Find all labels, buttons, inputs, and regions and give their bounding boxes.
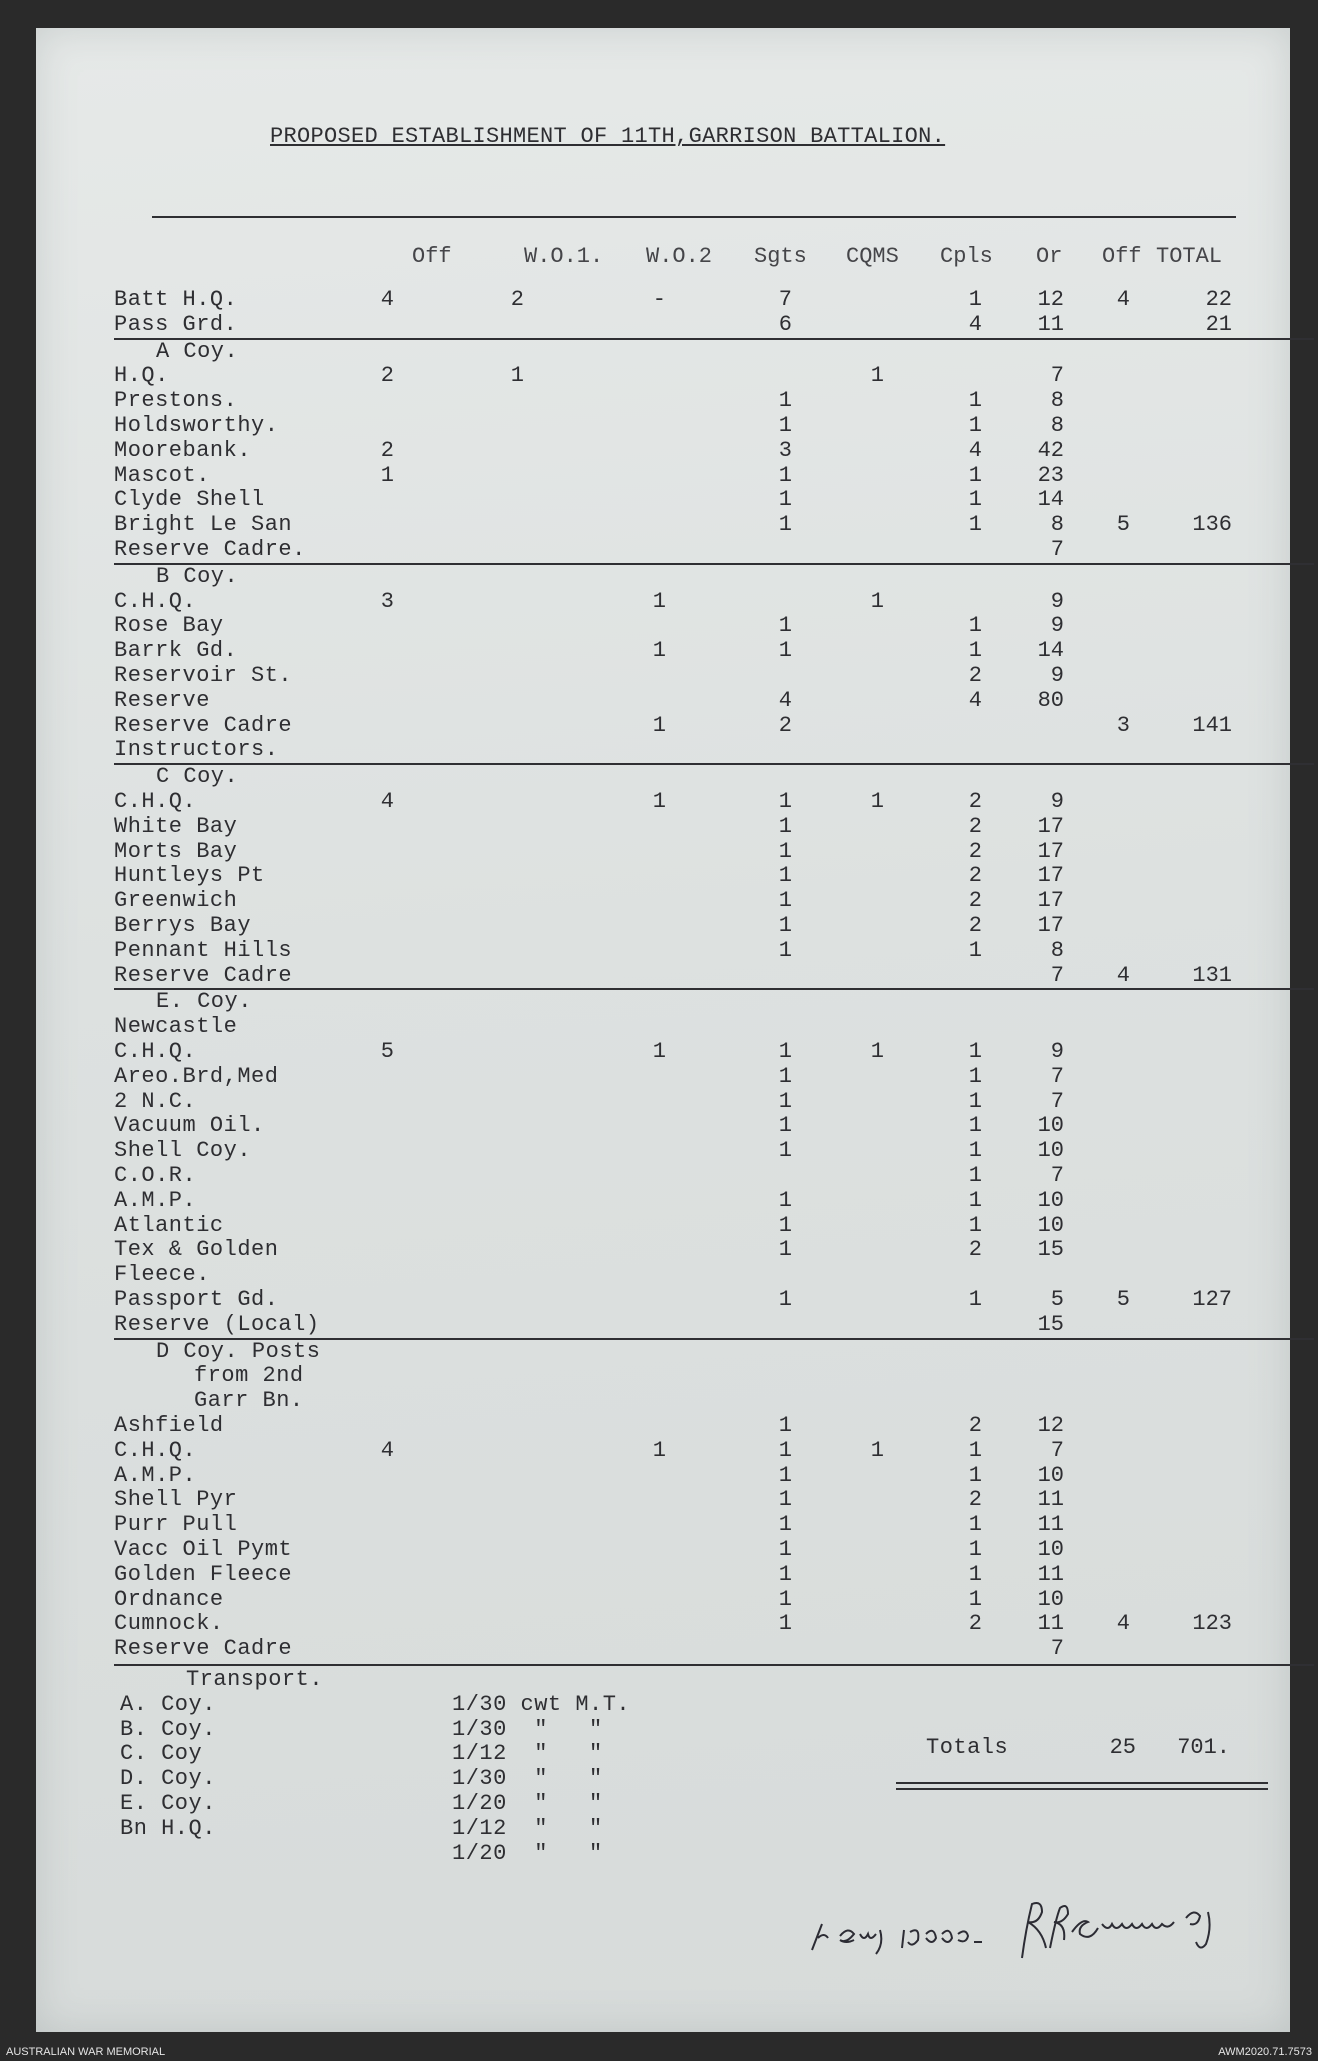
cell-or: 10 xyxy=(1037,1187,1064,1213)
cell-off: 4 xyxy=(380,789,394,814)
cell-sgts: 1 xyxy=(778,888,792,914)
cell-or: 7 xyxy=(1050,1063,1064,1089)
cell-total: 123 xyxy=(1192,1611,1232,1637)
cell-sgts: 1 xyxy=(778,1537,792,1562)
row-label: Clyde Shell xyxy=(114,487,265,513)
row-label: Prestons. xyxy=(114,388,238,414)
transport-heading: Transport. xyxy=(186,1667,324,1692)
row-label: Reserve (Local) xyxy=(114,1311,320,1337)
row-label: Reserve Cadre xyxy=(114,962,293,988)
cell-or: 17 xyxy=(1037,888,1064,914)
cell-sgts: 1 xyxy=(778,1287,792,1312)
cell-or: 80 xyxy=(1037,687,1064,713)
cell-or: 8 xyxy=(1050,413,1064,438)
cell-sgts: 1 xyxy=(778,388,792,414)
cell-sgts: 1 xyxy=(778,1039,792,1064)
cell-cpls: 1 xyxy=(968,1287,982,1312)
cell-off2: 3 xyxy=(1116,712,1130,738)
header-rule xyxy=(152,216,1236,218)
cell-sgts: 1 xyxy=(778,913,792,938)
cell-sgts: 3 xyxy=(778,437,792,463)
cell-cpls: 2 xyxy=(968,1487,982,1513)
cell-off: 3 xyxy=(380,588,394,614)
cell-wo1: 2 xyxy=(510,287,524,312)
cell-cpls: 1 xyxy=(968,512,982,538)
cell-or: 14 xyxy=(1037,487,1064,513)
cell-cpls: 1 xyxy=(968,1561,982,1587)
section-heading: B Coy. xyxy=(156,563,239,589)
transport-value: 1/30 cwt M.T. xyxy=(452,1691,631,1717)
row-label: C.O.R. xyxy=(114,1163,197,1188)
cell-cpls: 1 xyxy=(968,1437,982,1463)
cell-sgts: 6 xyxy=(778,311,792,337)
cell-off: 5 xyxy=(380,1039,394,1064)
row-label: Huntleys Pt xyxy=(114,863,265,889)
transport-label: A. Coy. xyxy=(120,1691,216,1717)
cell-off2: 5 xyxy=(1116,1287,1130,1312)
cell-sgts: 1 xyxy=(778,1487,792,1513)
transport-value: 1/12 " " xyxy=(452,1815,603,1841)
cell-cpls: 2 xyxy=(968,888,982,914)
row-label: Reserve Cadre xyxy=(114,712,293,738)
cell-sgts: 1 xyxy=(778,1462,792,1488)
footer-left: AUSTRALIAN WAR MEMORIAL xyxy=(6,2046,166,2058)
document-title: PROPOSED ESTABLISHMENT OF 11TH,GARRISON BATTALION. xyxy=(270,124,946,149)
cell-sgts: 1 xyxy=(778,1586,792,1612)
cell-cpls: 1 xyxy=(968,1113,982,1139)
cell-or: 10 xyxy=(1037,1113,1064,1139)
row-label: C.H.Q. xyxy=(114,588,197,614)
row-label: Reserve Cadre. xyxy=(114,537,306,562)
transport-label: D. Coy. xyxy=(120,1766,216,1792)
cell-total: 131 xyxy=(1192,962,1232,988)
cell-cpls: 1 xyxy=(968,613,982,639)
section-heading: C Coy. xyxy=(156,764,239,790)
row-label: Holdsworthy. xyxy=(114,413,279,438)
transport-value: 1/30 " " xyxy=(452,1716,603,1742)
row-label: Vacuum Oil. xyxy=(114,1113,265,1139)
cell-or: 9 xyxy=(1050,663,1064,688)
cell-or: 14 xyxy=(1037,638,1064,664)
cell-or: 11 xyxy=(1037,1512,1064,1538)
cell-cqms: 1 xyxy=(870,588,884,614)
cell-cpls: 1 xyxy=(968,1138,982,1164)
cell-total: 21 xyxy=(1205,311,1232,337)
row-label: Bright Le San xyxy=(114,512,293,538)
row-label: Newcastle xyxy=(114,1014,238,1040)
cell-cqms: 1 xyxy=(870,789,884,814)
cell-wo2: 1 xyxy=(652,638,666,664)
cell-cpls: 1 xyxy=(968,1212,982,1238)
row-label: Ordnance xyxy=(114,1586,224,1612)
cell-or: 17 xyxy=(1037,838,1064,864)
row-label: Purr Pull xyxy=(114,1512,238,1538)
totals-label: Totals xyxy=(926,1735,1009,1760)
cell-or: 11 xyxy=(1037,1487,1064,1513)
row-label: Pass Grd. xyxy=(114,311,238,337)
cell-sgts: 7 xyxy=(778,287,792,312)
row-label: C.H.Q. xyxy=(114,789,197,814)
cell-off2: 4 xyxy=(1116,962,1130,988)
cell-cpls: 1 xyxy=(968,287,982,312)
cell-cpls: 1 xyxy=(968,1462,982,1488)
cell-wo2: 1 xyxy=(652,1437,666,1463)
cell-or: 11 xyxy=(1037,1561,1064,1587)
cell-sgts: 1 xyxy=(778,1237,792,1263)
cell-or: 9 xyxy=(1050,789,1064,814)
cell-or: 9 xyxy=(1050,588,1064,614)
cell-cpls: 2 xyxy=(968,663,982,688)
cell-or: 9 xyxy=(1050,613,1064,639)
cell-total: 127 xyxy=(1192,1287,1232,1312)
totals-total: 701. xyxy=(1177,1735,1230,1760)
cell-or: 12 xyxy=(1037,1413,1064,1438)
cell-cpls: 2 xyxy=(968,1413,982,1438)
cell-cpls: 1 xyxy=(968,462,982,488)
column-header: Or xyxy=(1036,244,1063,269)
cell-off: 1 xyxy=(380,462,394,488)
cell-sgts: 1 xyxy=(778,487,792,513)
section-rule xyxy=(114,763,1314,765)
section-rule xyxy=(114,338,1314,340)
transport-value: 1/20 " " xyxy=(452,1791,603,1816)
cell-sgts: 1 xyxy=(778,413,792,438)
cell-or: 42 xyxy=(1037,437,1064,463)
row-label: Shell Pyr xyxy=(114,1487,238,1513)
cell-or: 17 xyxy=(1037,863,1064,889)
row-label: Mascot. xyxy=(114,462,210,488)
row-label: C.H.Q. xyxy=(114,1437,197,1463)
cell-cpls: 1 xyxy=(968,388,982,414)
row-label: Reserve xyxy=(114,687,210,713)
totals-double-rule-1 xyxy=(896,1782,1268,1784)
cell-total: 136 xyxy=(1192,512,1232,538)
cell-cpls: 2 xyxy=(968,789,982,814)
cell-or: 8 xyxy=(1050,937,1064,963)
cell-or: 12 xyxy=(1037,287,1064,312)
section-heading: D Coy. Posts xyxy=(156,1338,321,1364)
cell-wo2: 1 xyxy=(652,588,666,614)
cell-cpls: 1 xyxy=(968,1512,982,1538)
totals-off: 25 xyxy=(1109,1735,1136,1760)
cell-off2: 5 xyxy=(1116,512,1130,538)
cell-or: 10 xyxy=(1037,1586,1064,1612)
cell-cpls: 2 xyxy=(968,838,982,864)
cell-sgts: 1 xyxy=(778,1088,792,1114)
cell-cpls: 2 xyxy=(968,1611,982,1637)
cell-or: 8 xyxy=(1050,388,1064,414)
transport-value: 1/12 " " xyxy=(452,1741,603,1767)
transport-label: E. Coy. xyxy=(120,1791,216,1816)
row-label: Fleece. xyxy=(114,1262,210,1288)
cell-cpls: 1 xyxy=(968,1039,982,1064)
cell-cpls: 2 xyxy=(968,863,982,889)
cell-sgts: 1 xyxy=(778,1187,792,1213)
section-heading: Garr Bn. xyxy=(194,1388,304,1414)
cell-wo2: 1 xyxy=(652,1039,666,1064)
row-label: 2 N.C. xyxy=(114,1088,197,1114)
cell-cpls: 2 xyxy=(968,813,982,839)
cell-cpls: 4 xyxy=(968,437,982,463)
cell-cqms: 1 xyxy=(870,1437,884,1463)
row-label: Reservoir St. xyxy=(114,663,293,688)
row-label: Moorebank. xyxy=(114,437,252,463)
column-header: Off xyxy=(412,244,452,269)
cell-cpls: 1 xyxy=(968,487,982,513)
cell-sgts: 1 xyxy=(778,838,792,864)
row-label: Pennant Hills xyxy=(114,937,293,963)
cell-or: 15 xyxy=(1037,1237,1064,1263)
cell-or: 7 xyxy=(1050,363,1064,389)
section-heading: E. Coy. xyxy=(156,989,252,1015)
cell-sgts: 1 xyxy=(778,1611,792,1637)
transport-label: C. Coy xyxy=(120,1741,203,1767)
row-label: Instructors. xyxy=(114,737,279,763)
cell-sgts: 1 xyxy=(778,863,792,889)
row-label: Barrk Gd. xyxy=(114,638,238,664)
column-header: W.O.1. xyxy=(524,244,604,269)
transport-value: 1/30 " " xyxy=(452,1766,603,1792)
cell-sgts: 1 xyxy=(778,813,792,839)
row-label: Vacc Oil Pymt xyxy=(114,1537,293,1562)
cell-cpls: 4 xyxy=(968,311,982,337)
cell-or: 8 xyxy=(1050,512,1064,538)
row-label: Shell Coy. xyxy=(114,1138,252,1164)
row-label: Tex & Golden xyxy=(114,1237,279,1263)
transport-label: Bn H.Q. xyxy=(120,1815,216,1841)
cell-cpls: 1 xyxy=(968,1537,982,1562)
cell-sgts: 1 xyxy=(778,1512,792,1538)
handwritten-date xyxy=(806,1908,1006,1968)
cell-off: 2 xyxy=(380,363,394,389)
cell-or: 7 xyxy=(1050,1088,1064,1114)
row-label: H.Q. xyxy=(114,363,169,389)
footer-right: AWM2020.71.7573 xyxy=(1218,2046,1312,2058)
cell-sgts: 1 xyxy=(778,1561,792,1587)
column-header: Sgts xyxy=(754,244,807,269)
section-heading: A Coy. xyxy=(156,338,239,364)
cell-or: 11 xyxy=(1037,1611,1064,1637)
document-sheet xyxy=(36,28,1290,2032)
cell-cpls: 2 xyxy=(968,1237,982,1263)
row-label: Golden Fleece xyxy=(114,1561,293,1587)
row-label: Cumnock. xyxy=(114,1611,224,1637)
cell-wo1: 1 xyxy=(510,363,524,389)
cell-or: 10 xyxy=(1037,1212,1064,1238)
cell-cpls: 1 xyxy=(968,1063,982,1089)
column-header: TOTAL xyxy=(1156,244,1223,269)
cell-wo2: 1 xyxy=(652,712,666,738)
cell-or: 17 xyxy=(1037,913,1064,938)
cell-cpls: 4 xyxy=(968,687,982,713)
row-label: Morts Bay xyxy=(114,838,238,864)
cell-or: 17 xyxy=(1037,813,1064,839)
row-label: A.M.P. xyxy=(114,1462,197,1488)
cell-sgts: 1 xyxy=(778,1063,792,1089)
cell-cpls: 1 xyxy=(968,1088,982,1114)
section-heading: from 2nd xyxy=(194,1363,304,1389)
row-label: Reserve Cadre xyxy=(114,1636,293,1662)
cell-sgts: 1 xyxy=(778,1138,792,1164)
cell-sgts: 1 xyxy=(778,462,792,488)
handwritten-signature xyxy=(1016,1888,1256,1968)
cell-sgts: 4 xyxy=(778,687,792,713)
cell-sgts: 1 xyxy=(778,789,792,814)
cell-cpls: 1 xyxy=(968,1187,982,1213)
column-header: CQMS xyxy=(846,244,899,269)
row-label: Batt H.Q. xyxy=(114,287,238,312)
section-rule xyxy=(114,563,1314,565)
cell-sgts: 1 xyxy=(778,638,792,664)
cell-sgts: 1 xyxy=(778,937,792,963)
cell-off2: 4 xyxy=(1116,1611,1130,1637)
totals-double-rule-2 xyxy=(896,1788,1268,1790)
cell-or: 15 xyxy=(1037,1311,1064,1337)
cell-cpls: 1 xyxy=(968,413,982,438)
cell-total: 141 xyxy=(1192,712,1232,738)
cell-cpls: 1 xyxy=(968,937,982,963)
cell-cqms: 1 xyxy=(870,1039,884,1064)
cell-off: 2 xyxy=(380,437,394,463)
cell-cpls: 2 xyxy=(968,913,982,938)
cell-or: 7 xyxy=(1050,1437,1064,1463)
row-label: Areo.Brd,Med xyxy=(114,1063,279,1089)
cell-or: 7 xyxy=(1050,1163,1064,1188)
cell-off2: 4 xyxy=(1116,287,1130,312)
cell-sgts: 1 xyxy=(778,1113,792,1139)
cell-or: 5 xyxy=(1050,1287,1064,1312)
row-label: Ashfield xyxy=(114,1413,224,1438)
row-label: Passport Gd. xyxy=(114,1287,279,1312)
cell-sgts: 1 xyxy=(778,1437,792,1463)
cell-wo2: 1 xyxy=(652,789,666,814)
cell-or: 10 xyxy=(1037,1537,1064,1562)
cell-wo2: - xyxy=(652,287,666,312)
cell-or: 7 xyxy=(1050,962,1064,988)
row-label: Berrys Bay xyxy=(114,913,252,938)
cell-sgts: 1 xyxy=(778,512,792,538)
section-rule xyxy=(114,988,1314,990)
row-label: Rose Bay xyxy=(114,613,224,639)
cell-or: 7 xyxy=(1050,1636,1064,1662)
cell-cpls: 1 xyxy=(968,1586,982,1612)
column-header: W.O.2 xyxy=(646,244,713,269)
transport-value: 1/20 " " xyxy=(452,1840,603,1866)
cell-sgts: 1 xyxy=(778,613,792,639)
cell-off: 4 xyxy=(380,1437,394,1463)
cell-cpls: 1 xyxy=(968,1163,982,1188)
cell-cqms: 1 xyxy=(870,363,884,389)
cell-off: 4 xyxy=(380,287,394,312)
cell-or: 10 xyxy=(1037,1462,1064,1488)
row-label: Atlantic xyxy=(114,1212,224,1238)
transport-label: B. Coy. xyxy=(120,1716,216,1742)
cell-total: 22 xyxy=(1205,287,1232,312)
cell-or: 23 xyxy=(1037,462,1064,488)
cell-or: 10 xyxy=(1037,1138,1064,1164)
column-header: Off xyxy=(1102,244,1142,269)
row-label: A.M.P. xyxy=(114,1187,197,1213)
column-header: Cpls xyxy=(940,244,993,269)
section-rule xyxy=(114,1664,1314,1666)
cell-or: 9 xyxy=(1050,1039,1064,1064)
row-label: Greenwich xyxy=(114,888,238,914)
cell-sgts: 1 xyxy=(778,1413,792,1438)
cell-sgts: 1 xyxy=(778,1212,792,1238)
cell-or: 11 xyxy=(1037,311,1064,337)
cell-or: 7 xyxy=(1050,537,1064,562)
row-label: White Bay xyxy=(114,813,238,839)
row-label: C.H.Q. xyxy=(114,1039,197,1064)
cell-sgts: 2 xyxy=(778,712,792,738)
cell-cpls: 1 xyxy=(968,638,982,664)
